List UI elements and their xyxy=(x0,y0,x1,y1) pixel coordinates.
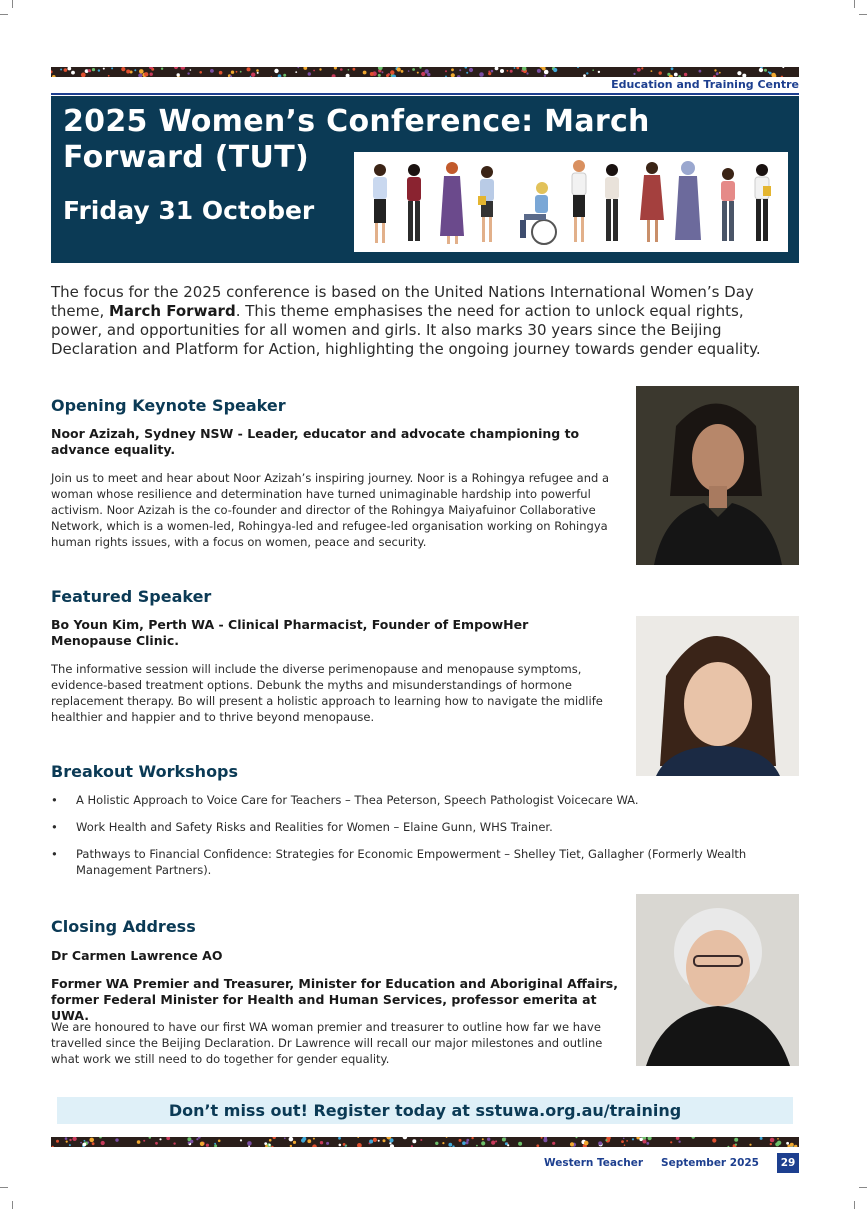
keynote-description: Join us to meet and hear about Noor Azizah’s inspiring journey. Noor is a Rohingya refugee and a woman whose resilience and determination have turned unimaginable hardship into powerful activism. Noor Azizah is the co-founder and director of the Rohingya Maiyafuinor Collaborative Network, which is a women-led, Rohingya-led and refugee-led organisation working on Rohingya human rights issues, with a focus on women, peace and security. xyxy=(51,471,610,549)
featured-speaker-name: Bo Youn Kim, Perth WA - Clinical Pharmacist, Founder of EmpowHer Menopause Clinic. xyxy=(51,617,529,648)
event-date: Friday 31 October xyxy=(63,196,315,225)
crop-mark xyxy=(847,1201,855,1209)
bullet-marker: • xyxy=(51,820,58,834)
figure-7 xyxy=(605,164,619,241)
workshop-title: A Holistic Approach to Voice Care for Teachers – Thea Peterson, Speech Pathologist Voicecare WA. xyxy=(76,793,639,807)
closing-speaker-role: Former WA Premier and Treasurer, Minister for Education and Aboriginal Affairs, former Federal Minister for Health and Human Services, professor emerita at UWA. xyxy=(51,976,618,1023)
closing-speaker-photo xyxy=(636,894,799,1066)
crop-mark xyxy=(859,14,867,22)
featured-speaker-photo xyxy=(636,616,799,776)
page-title: 2025 Women’s Conference: March Forward (TUT) xyxy=(63,104,650,175)
keynote-heading: Opening Keynote Speaker xyxy=(51,396,286,415)
decorative-pattern-band-bottom xyxy=(51,1137,799,1147)
bullet-marker: • xyxy=(51,847,58,861)
crop-mark xyxy=(0,14,8,22)
register-banner[interactable]: Don’t miss out! Register today at sstuwa.org.au/training xyxy=(57,1097,793,1124)
figure-6 xyxy=(572,160,586,242)
women-illustration xyxy=(354,152,788,252)
decorative-pattern-band-top xyxy=(51,67,799,77)
crop-mark xyxy=(0,1187,8,1195)
page-number: 29 xyxy=(777,1153,799,1173)
list-item xyxy=(51,792,771,808)
figure-3 xyxy=(440,162,464,244)
intro-paragraph xyxy=(51,283,799,359)
figure-8 xyxy=(640,162,664,242)
intro-theme-bold: March Forward xyxy=(109,302,236,320)
figure-1 xyxy=(373,164,387,243)
list-item xyxy=(51,819,771,835)
figure-11 xyxy=(755,164,771,241)
featured-heading: Featured Speaker xyxy=(51,587,212,606)
list-item xyxy=(51,846,771,878)
figure-10 xyxy=(721,168,735,241)
crop-mark xyxy=(12,1201,20,1209)
figure-9 xyxy=(675,161,701,240)
workshop-title: Work Health and Safety Risks and Realities for Women – Elaine Gunn, WHS Trainer. xyxy=(76,820,553,834)
section-tag: Education and Training Centre xyxy=(51,78,799,95)
publication-name: Western Teacher xyxy=(544,1157,644,1169)
intro-text: The focus for the 2025 conference is based on the United Nations International Women’s Day theme, xyxy=(51,283,754,320)
workshop-title: Pathways to Financial Confidence: Strategies for Economic Empowerment – Shelley Tiet, Gallagher (Formerly Wealth Management Partners). xyxy=(76,847,747,877)
closing-description: We are honoured to have our first WA woman premier and treasurer to outline how far we have travelled since the Beijing Declaration. Dr Lawrence will recall our major milestones and outline what work we still need to do together for gender equality. xyxy=(51,1020,603,1066)
featured-description: The informative session will include the diverse perimenopause and menopause symptoms, evidence-based treatment options. Debunk the myths and misunderstandings of hormone replacement therapy. Bo will present a holistic approach to learning how to navigate the midlife healthier and happier and to thrive beyond menopause. xyxy=(51,662,603,724)
workshop-list xyxy=(51,792,771,889)
figure-4 xyxy=(478,166,494,242)
intro-text: . This theme emphasises the need for action to unlock equal rights, power, and opportunities for all women and girls. It also marks 30 years since the Beijing Declaration and Platform for Action, highlighting the ongoing journey towards gender equality. xyxy=(51,302,761,358)
keynote-speaker-name: Noor Azizah, Sydney NSW - Leader, educator and advocate championing to advance equality. xyxy=(51,426,580,457)
workshops-heading: Breakout Workshops xyxy=(51,762,239,781)
closing-heading: Closing Address xyxy=(51,917,196,936)
bullet-marker: • xyxy=(51,793,58,807)
page-footer xyxy=(544,1153,799,1173)
figure-wheelchair xyxy=(520,182,556,244)
crop-mark xyxy=(12,0,20,8)
keynote-speaker-photo xyxy=(636,386,799,565)
crop-mark xyxy=(847,0,855,8)
closing-speaker-name: Dr Carmen Lawrence AO xyxy=(51,948,223,963)
issue-date: September 2025 xyxy=(661,1157,759,1169)
figure-2 xyxy=(407,164,421,241)
hero-banner xyxy=(51,96,799,263)
crop-mark xyxy=(859,1187,867,1195)
